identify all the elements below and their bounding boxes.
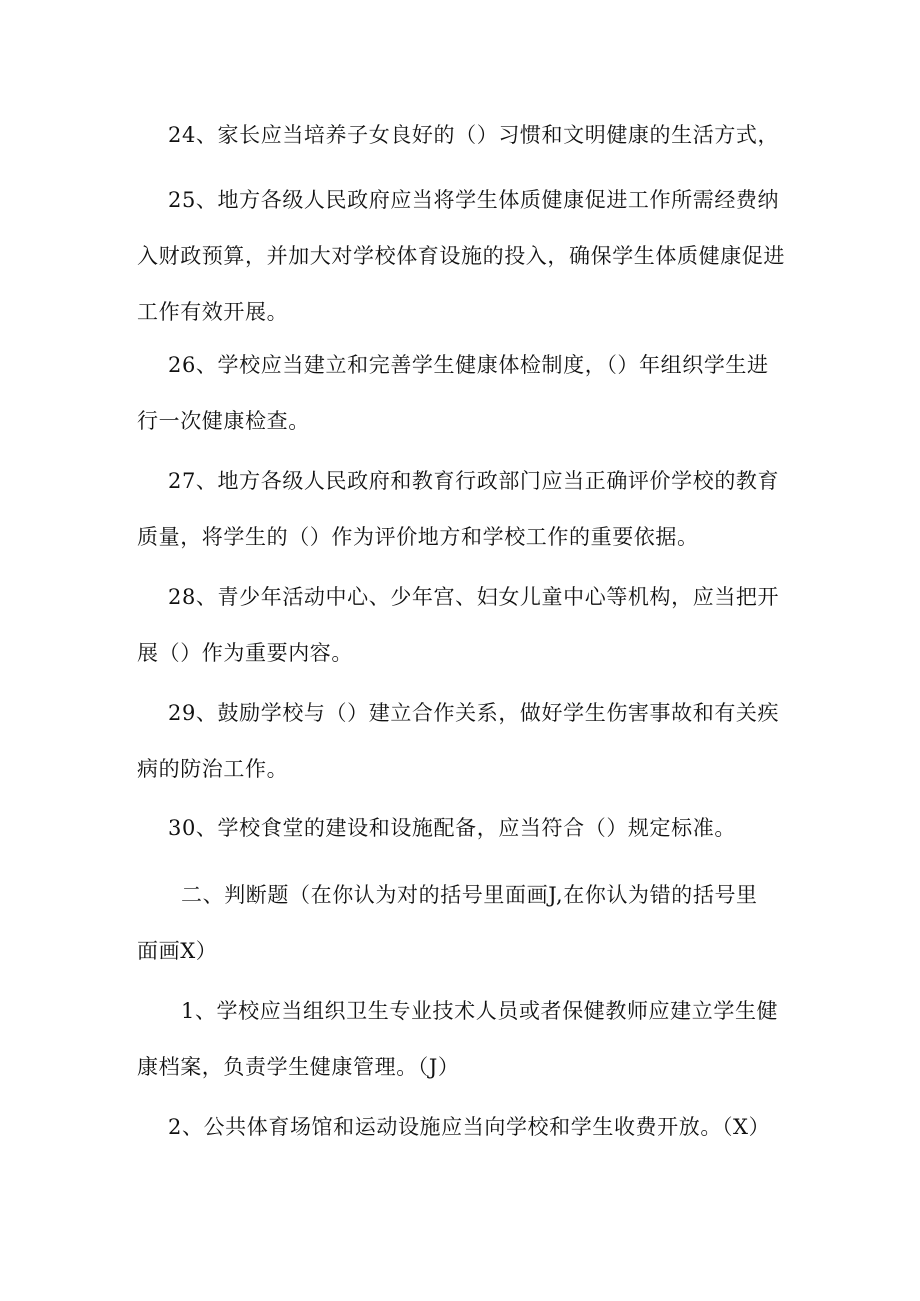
question-29 <box>137 685 787 797</box>
question-28 <box>137 569 787 681</box>
question-25 <box>137 172 787 340</box>
question-30 <box>137 800 787 856</box>
paragraph-line: 病的防治工作。 <box>137 757 289 781</box>
paragraph-line: 1、学校应当组织卫生专业技术人员或者保健教师应建立学生健 <box>181 999 779 1023</box>
paragraph-line: 24、家长应当培养子女良好的（）习惯和文明健康的生活方式， <box>168 123 780 147</box>
paragraph-line: 2、公共体育场馆和运动设施应当向学校和学生收费开放。（X） <box>168 1115 771 1139</box>
paragraph-line: 面画X） <box>137 939 218 963</box>
paragraph-line: 工作有效开展。 <box>137 300 289 324</box>
section-true-false-heading <box>137 867 787 979</box>
paragraph-line: 质量，将学生的（）作为评价地方和学校工作的重要依据。 <box>137 525 699 549</box>
paragraph-line: 28、青少年活动中心、少年宫、妇女儿童中心等机构，应当把开 <box>168 585 780 609</box>
paragraph-line: 25、地方各级人民政府应当将学生体质健康促进工作所需经费纳 <box>168 188 780 212</box>
question-27 <box>137 453 787 565</box>
paragraph-line: 康档案，负责学生健康管理。（J） <box>137 1055 460 1079</box>
paragraph-line: 27、地方各级人民政府和教育行政部门应当正确评价学校的教育 <box>168 469 780 493</box>
question-24 <box>137 107 787 163</box>
paragraph-line: 30、学校食堂的建设和设施配备，应当符合（）规定标准。 <box>168 816 736 840</box>
paragraph-line: 二、判断题（在你认为对的括号里面画J,在你认为错的括号里 <box>181 883 758 907</box>
true-false-item-2 <box>137 1099 787 1155</box>
paragraph-line: 26、学校应当建立和完善学生健康体检制度，（）年组织学生进 <box>168 353 769 377</box>
paragraph-line: 行一次健康检查。 <box>137 409 310 433</box>
true-false-item-1 <box>137 983 787 1095</box>
paragraph-line: 29、鼓励学校与（）建立合作关系，做好学生伤害事故和有关疾 <box>168 701 780 725</box>
paragraph-line: 展（）作为重要内容。 <box>137 641 353 665</box>
paragraph-line: 入财政预算，并加大对学校体育设施的投入，确保学生体质健康促进 <box>137 244 785 268</box>
question-26 <box>137 337 787 449</box>
